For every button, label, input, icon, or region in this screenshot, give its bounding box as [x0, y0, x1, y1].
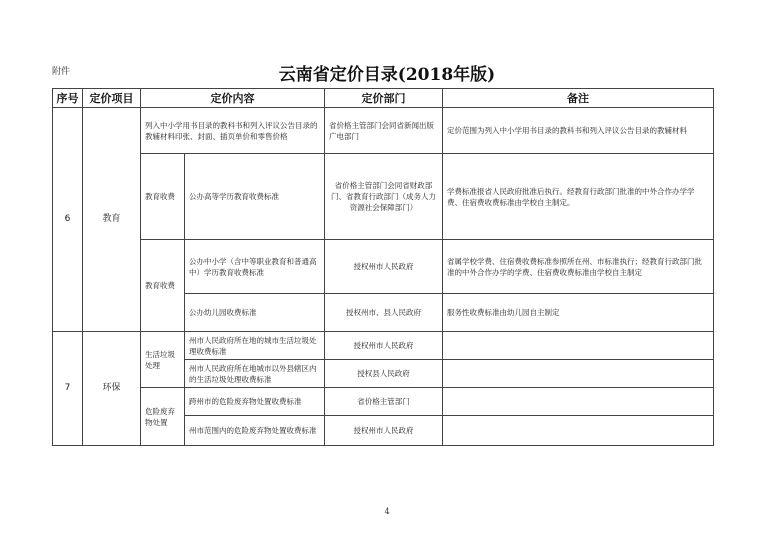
pricing-catalog-table	[52, 88, 714, 446]
remarks-cell	[443, 332, 714, 360]
table-row	[53, 240, 714, 294]
table-row	[53, 154, 714, 240]
page-number: 4	[384, 507, 390, 516]
remarks-cell	[443, 360, 714, 388]
attachment-label: 附件	[52, 67, 71, 77]
department-cell: 授权县人民政府	[325, 360, 443, 388]
header-item: 定价项目	[83, 89, 141, 108]
header-content: 定价内容	[141, 89, 325, 108]
table-row	[53, 332, 714, 360]
table-header-row	[53, 89, 714, 108]
content-cell: 跨州市的危险废弃物处置收费标准	[185, 388, 325, 416]
department-cell: 省价格主管部门会同省新闻出版广电部门	[325, 108, 443, 154]
remarks-cell	[443, 416, 714, 446]
department-cell: 授权州市、县人民政府	[325, 294, 443, 332]
table-row	[53, 388, 714, 416]
sub-item-cell: 生活垃圾处理	[141, 332, 185, 388]
sub-item-cell: 危险废弃物处置	[141, 388, 185, 446]
remarks-cell	[443, 388, 714, 416]
sub-item-cell: 教育收费	[141, 240, 185, 332]
document-title: 云南省定价目录(2018年版)	[278, 65, 496, 85]
header-remarks: 备注	[443, 89, 714, 108]
remarks-cell: 服务性收费标准由幼儿园自主制定	[443, 294, 714, 332]
header-seq: 序号	[53, 89, 83, 108]
remarks-cell: 定价范围为列入中小学用书目录的教科书和列入评议公告目录的教辅材料	[443, 108, 714, 154]
content-cell: 公办幼儿园收费标准	[185, 294, 325, 332]
content-cell: 州市人民政府所在地城市以外县辖区内的生活垃圾处理收费标准	[185, 360, 325, 388]
item-cell: 环保	[83, 332, 141, 446]
content-cell: 州市人民政府所在地的城市生活垃圾处理收费标准	[185, 332, 325, 360]
department-cell: 授权州市人民政府	[325, 240, 443, 294]
department-cell: 授权州市人民政府	[325, 332, 443, 360]
content-cell: 列入中小学用书目录的教科书和列入评议公告目录的教辅材料印张、封面、插页单价和零售价格	[141, 108, 325, 154]
content-cell: 州市范围内的危险废弃物处置收费标准	[185, 416, 325, 446]
seq-cell: 7	[53, 332, 83, 446]
department-cell: 授权州市人民政府	[325, 416, 443, 446]
department-cell: 省价格主管部门会同省财政部门、省教育行政部门（成务人力资源社会保障部门）	[325, 154, 443, 240]
table-row	[53, 108, 714, 154]
content-cell: 公办高等学历教育收费标准	[185, 154, 325, 240]
header-department: 定价部门	[325, 89, 443, 108]
item-cell: 教育	[83, 108, 141, 332]
sub-item-cell: 教育收费	[141, 154, 185, 240]
remarks-cell: 学费标准报省人民政府批准后执行。经教育行政部门批准的中外合作办学学费、住宿费收费标准由学校自主制定。	[443, 154, 714, 240]
content-cell: 公办中小学（含中等职业教育和普通高中）学历教育收费标准	[185, 240, 325, 294]
department-cell: 省价格主管部门	[325, 388, 443, 416]
remarks-cell: 省属学校学费、住宿费收费标准参照所在州、市标准执行；经教育行政部门批准的中外合作办学的学费、住宿费收费标准由学校自主制定	[443, 240, 714, 294]
seq-cell: 6	[53, 108, 83, 332]
